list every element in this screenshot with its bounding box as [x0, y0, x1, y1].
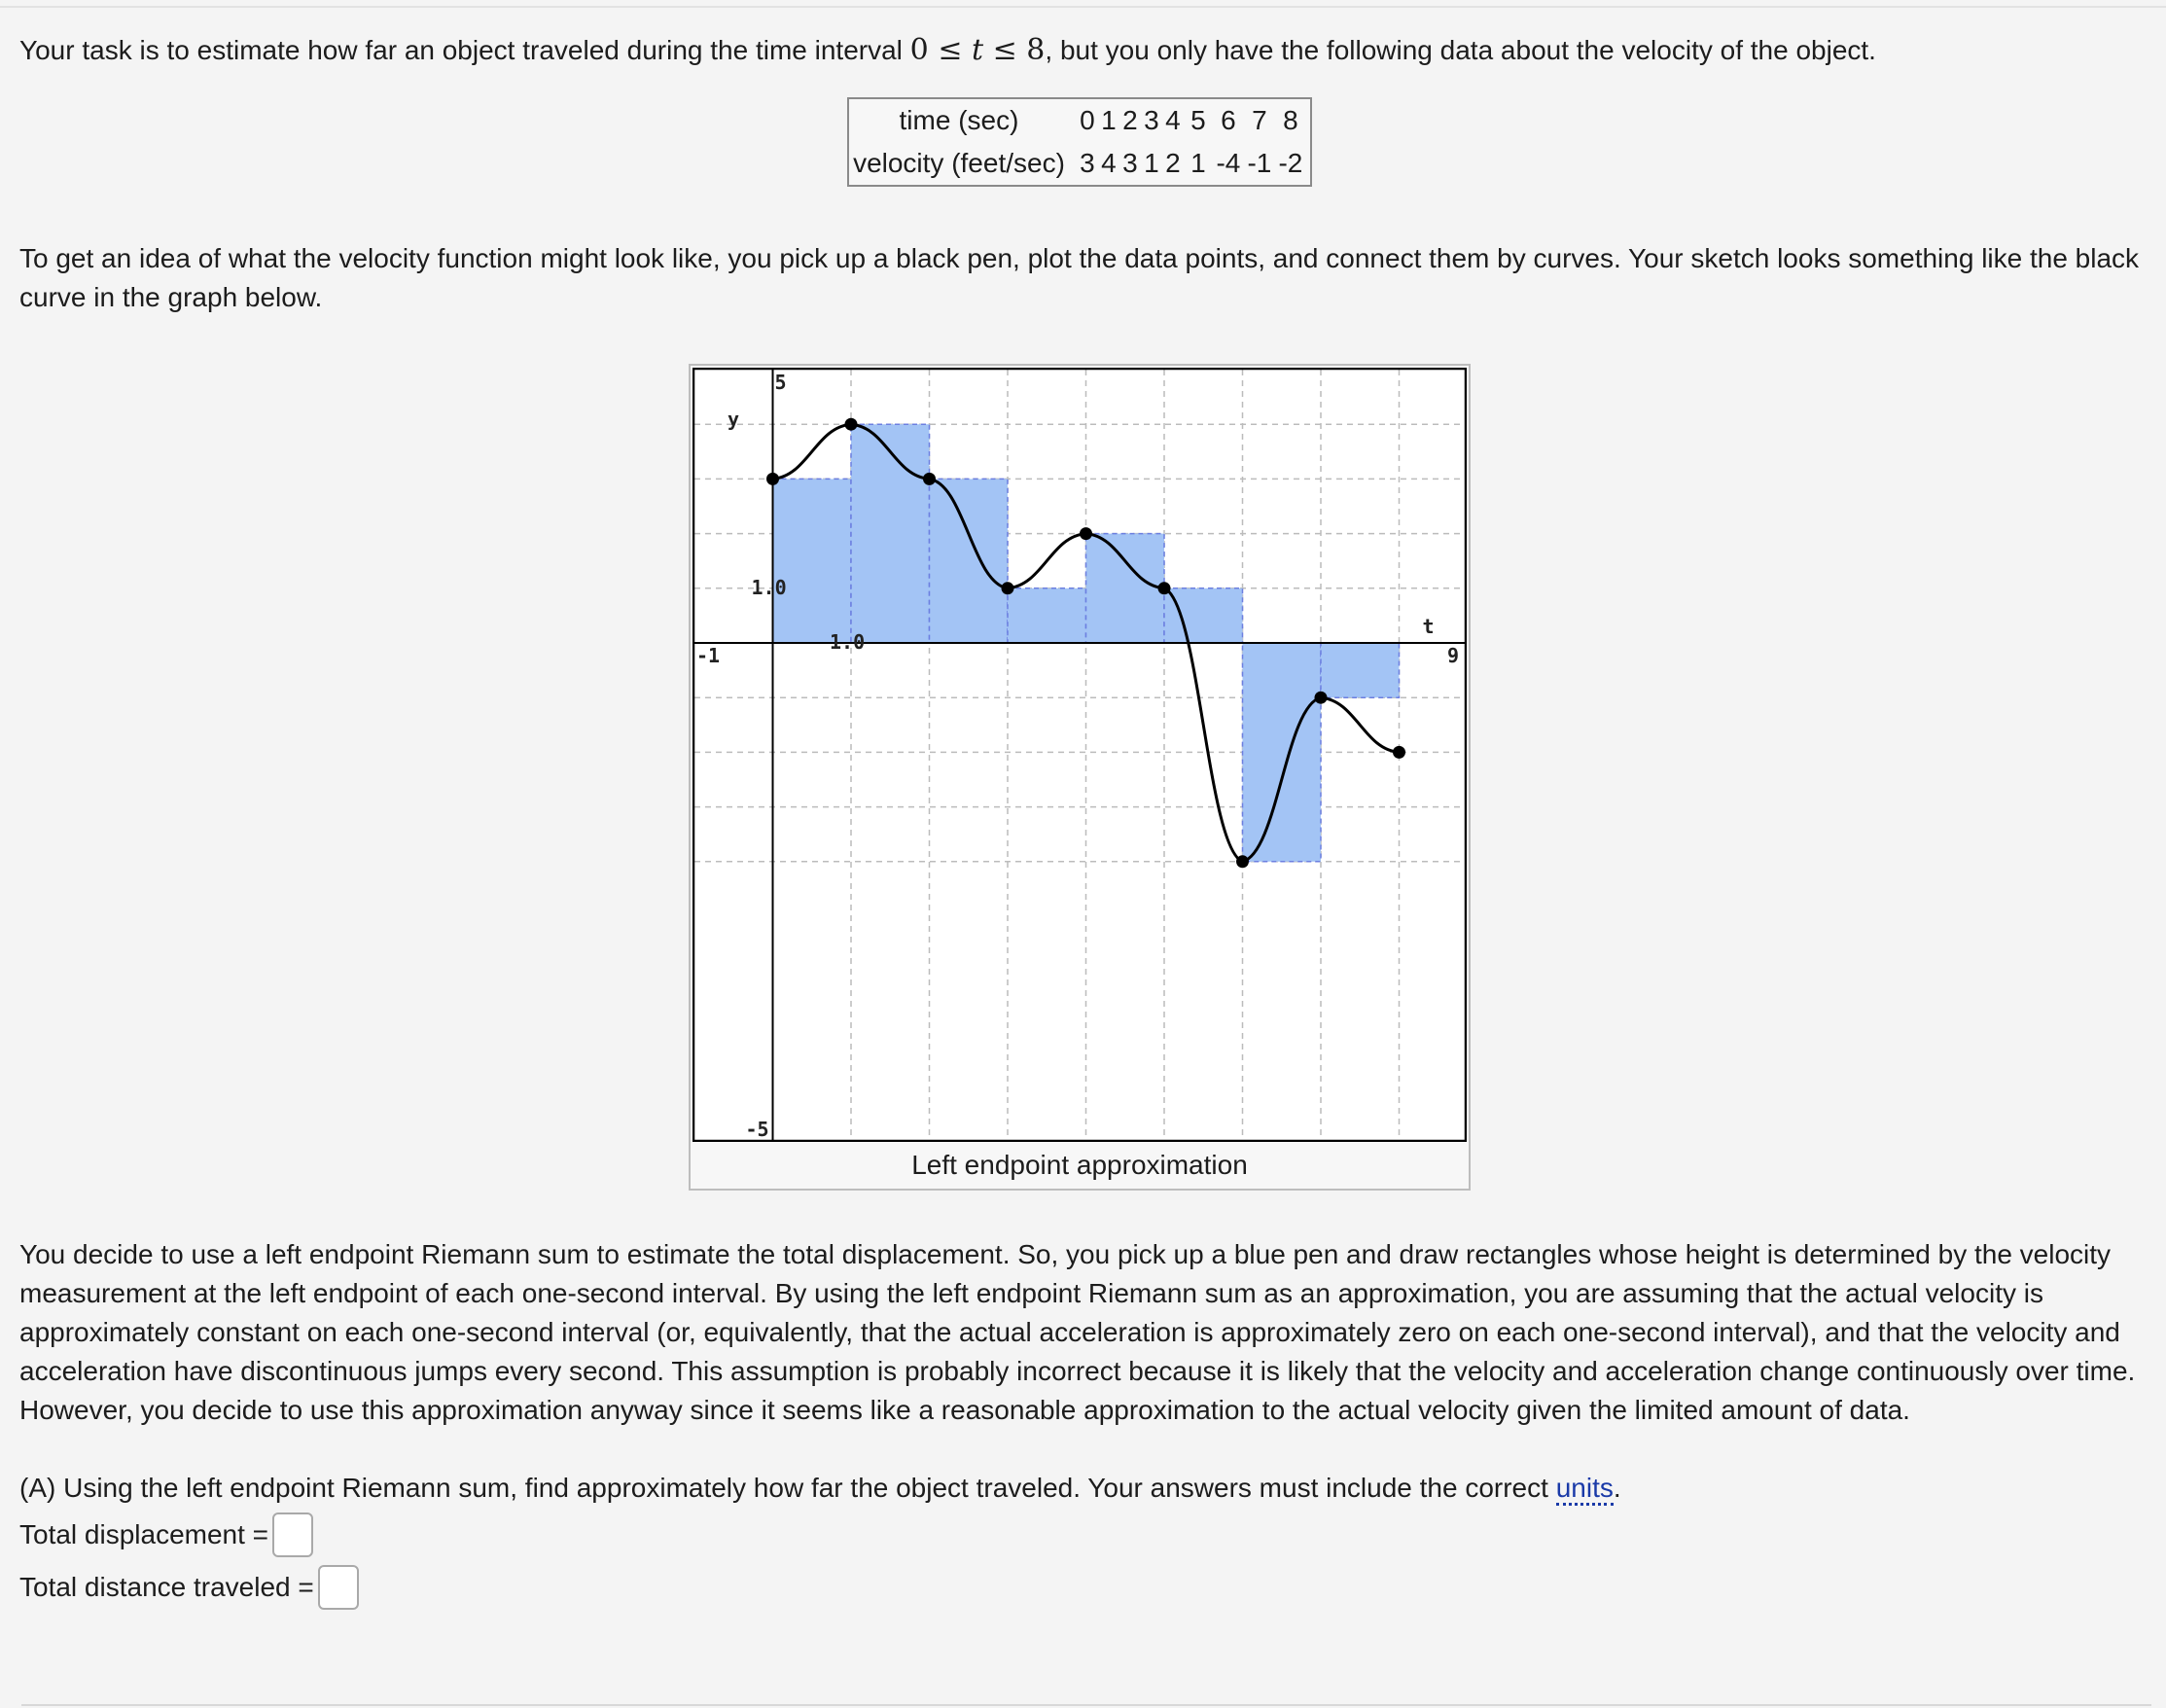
question-end: . — [1613, 1473, 1621, 1503]
riemann-rectangle — [930, 479, 1009, 643]
x-axis-label: t — [1422, 615, 1435, 638]
y-tick-label-min: -5 — [745, 1118, 769, 1141]
riemann-rectangle — [1164, 588, 1243, 643]
intro-text-before: Your task is to estimate how far an object traveled during the time interval — [19, 35, 910, 65]
question-a — [19, 1469, 2140, 1508]
riemann-rectangle — [1321, 643, 1400, 697]
distance-answer-row — [19, 1562, 2140, 1613]
y-tick-label-one: 1.0 — [751, 575, 787, 599]
velocity-cell: -4 — [1216, 148, 1241, 178]
time-cell: 7 — [1252, 105, 1267, 135]
velocity-cell: 1 — [1190, 148, 1206, 178]
data-point — [845, 418, 858, 431]
time-cell: 1 — [1101, 105, 1117, 135]
time-cell: 8 — [1283, 105, 1298, 135]
data-point — [766, 473, 779, 485]
x-tick-label-max: 9 — [1446, 644, 1459, 667]
riemann-rectangle — [1008, 588, 1086, 643]
velocity-values — [1075, 142, 1311, 186]
x-tick-label-min: -1 — [696, 644, 721, 667]
velocity-cell: 4 — [1101, 148, 1117, 178]
math-le-symbol: ≤ — [938, 33, 963, 67]
velocity-cell: 1 — [1144, 148, 1159, 178]
problem-content — [19, 27, 2140, 1613]
data-point — [1236, 855, 1249, 868]
time-cell: 5 — [1190, 105, 1206, 135]
data-point — [1315, 692, 1328, 704]
riemann-rectangle — [1243, 643, 1322, 862]
distance-answer-input[interactable] — [318, 1565, 359, 1610]
riemann-rectangle — [773, 479, 852, 643]
velocity-cell: 2 — [1165, 148, 1181, 178]
velocity-cell: -2 — [1278, 148, 1303, 178]
x-tick-label-one: 1.0 — [830, 630, 866, 654]
distance-label: Total distance traveled = — [19, 1572, 314, 1602]
velocity-cell: 3 — [1080, 148, 1095, 178]
data-point — [923, 473, 936, 485]
interval-math — [910, 33, 1046, 67]
units-help-link[interactable]: units — [1556, 1473, 1614, 1506]
bottom-divider — [21, 1704, 2151, 1706]
math-le-symbol: ≤ — [992, 33, 1017, 67]
velocity-chart — [692, 368, 1467, 1142]
time-cell: 6 — [1221, 105, 1236, 135]
velocity-cell: 3 — [1122, 148, 1138, 178]
riemann-rectangle — [851, 424, 930, 643]
displacement-label: Total displacement = — [19, 1519, 269, 1549]
velocity-graph-figure — [689, 364, 1471, 1191]
intro-text-after: , but you only have the following data about the velocity of the object. — [1045, 35, 1876, 65]
riemann-paragraph: You decide to use a left endpoint Riemann sum to estimate the total displacement. So, you pick up a blue pen and draw rectangles whose height is determined by the velocity measurement at the left endpoint of each one-second interval. By using the left endpoint Riemann sum as an approximation, you are assuming that the actual velocity is approximately constant on each one-second interval (or, equivalently, that the actual acceleration is approximately zero on each one-second interval), and that the velocity and acceleration have discontinuous jumps every second. This assumption is probably incorrect because it is likely that the velocity and acceleration change continuously over time. However, you decide to use this approximation anyway since it seems like a reasonable approximation to the actual velocity given the limited amount of data. — [19, 1239, 2136, 1425]
data-point — [1158, 582, 1171, 594]
time-cell: 3 — [1144, 105, 1159, 135]
y-axis-label: y — [727, 408, 740, 431]
velocity-row — [848, 142, 1311, 186]
time-cell: 4 — [1165, 105, 1181, 135]
riemann-rectangle — [1086, 534, 1165, 643]
time-cell: 2 — [1122, 105, 1138, 135]
time-cell: 0 — [1080, 105, 1095, 135]
time-values — [1075, 98, 1311, 142]
math-variable-t: t — [972, 33, 984, 67]
time-row — [848, 98, 1311, 142]
math-lower-bound: 0 — [909, 33, 929, 67]
question-text: (A) Using the left endpoint Riemann sum, find approximately how far the object traveled. Your answers must include the correct — [19, 1473, 1556, 1503]
displacement-answer-input[interactable] — [272, 1512, 313, 1557]
velocity-data-table — [847, 97, 1312, 187]
data-point — [1080, 527, 1092, 540]
intro-paragraph — [19, 31, 2140, 70]
sketch-paragraph: To get an idea of what the velocity function might look like, you pick up a black pen, plot the data points, and connect them by curves. Your sketch looks something like the black curve in the graph below. — [19, 243, 2140, 312]
y-tick-label-max: 5 — [774, 371, 787, 394]
top-divider — [0, 6, 2166, 8]
data-point — [1002, 582, 1014, 594]
displacement-answer-row — [19, 1510, 2140, 1560]
velocity-cell: -1 — [1247, 148, 1272, 178]
graph-caption: Left endpoint approximation — [911, 1150, 1248, 1180]
time-header: time (sec) — [899, 105, 1019, 135]
data-point — [1393, 746, 1405, 759]
math-upper-bound: 8 — [1026, 33, 1046, 67]
velocity-header: velocity (feet/sec) — [853, 148, 1065, 178]
